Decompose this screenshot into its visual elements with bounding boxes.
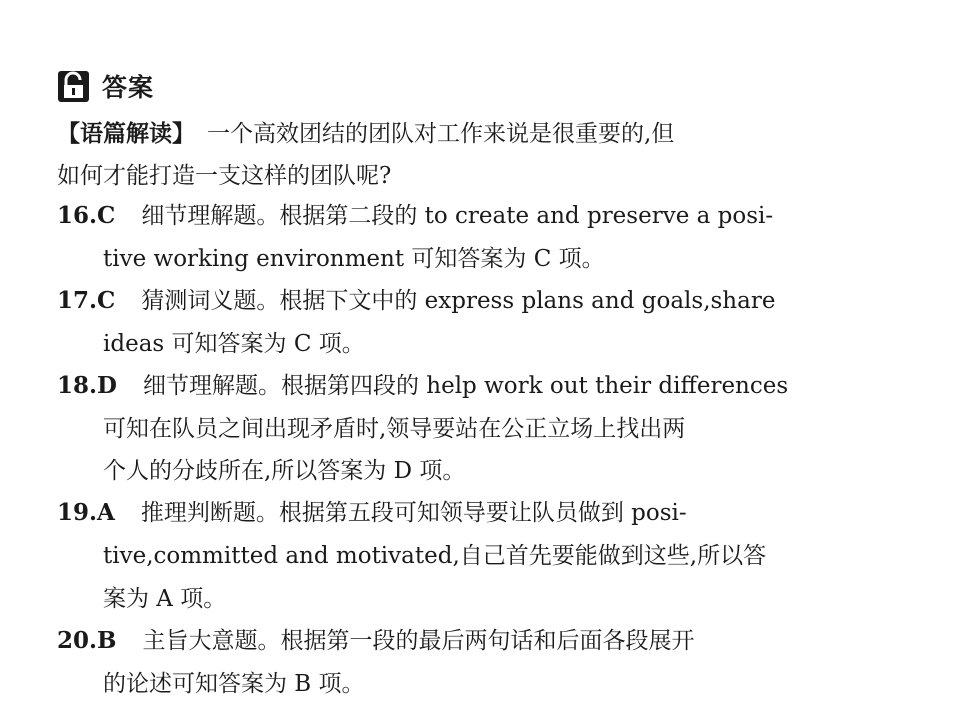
item-19-text-2: tive,committed and motivated,自己首先要能做到这些,所以答 [103,543,767,569]
item-19-text-3: 案为 A 项。 [103,586,227,612]
item-16-text-2: tive working environment 可知答案为 C 项。 [103,246,605,272]
item-19-text-1: 推理判断题。根据第五段可知领导要让队员做到 posi- [140,500,687,526]
item-16-text-1: 细节理解题。根据第二段的 to create and preserve a posi- [141,203,774,229]
intro-label: 【语篇解读】 [57,121,195,147]
item-16-line-1 [57,200,887,232]
item-20-line-1 [57,625,887,657]
item-18-text-3: 个人的分歧所在,所以答案为 D 项。 [103,458,466,484]
item-16-answer: C [97,202,116,229]
item-18-line-2 [103,413,685,445]
item-18-line-1 [57,370,887,402]
item-17-line-2 [103,328,365,360]
item-20-line-2 [103,668,365,700]
item-16-number: 16. [57,202,98,229]
item-18-text-2: 可知在队员之间出现矛盾时,领导要站在公正立场上找出两 [103,416,686,442]
item-19-answer: A [97,499,115,526]
header-title: 答案 [102,73,155,102]
answer-header [57,68,154,104]
item-18-line-3 [103,455,465,487]
item-20-text-2: 的论述可知答案为 B 项。 [103,671,365,697]
item-17-text-1: 猜测词义题。根据下文中的 express plans and goals,share [141,288,776,314]
item-17-text-2: ideas 可知答案为 C 项。 [103,331,365,357]
item-18-number: 18. [57,372,98,399]
item-16-line-2 [103,243,605,275]
item-18-answer: D [97,372,117,399]
item-17-line-1 [57,285,887,317]
item-19-line-3 [103,583,226,615]
item-20-number: 20. [57,627,98,654]
item-18-text-1: 细节理解题。根据第四段的 help work out their differences [142,373,789,399]
item-19-number: 19. [57,499,98,526]
item-20-text-1: 主旨大意题。根据第一段的最后两句话和后面各段展开 [142,628,695,654]
item-19-line-2 [103,540,766,572]
item-17-answer: C [97,287,116,314]
intro-line-1 [57,118,887,150]
item-17-number: 17. [57,287,98,314]
intro-line-2 [57,160,391,192]
unlock-icon [57,70,90,103]
intro-text-2: 如何才能打造一支这样的团队呢? [57,163,392,189]
intro-text-1: 一个高效团结的团队对工作来说是很重要的,但 [207,121,675,147]
item-20-answer: B [97,627,117,654]
item-19-line-1 [57,497,887,529]
